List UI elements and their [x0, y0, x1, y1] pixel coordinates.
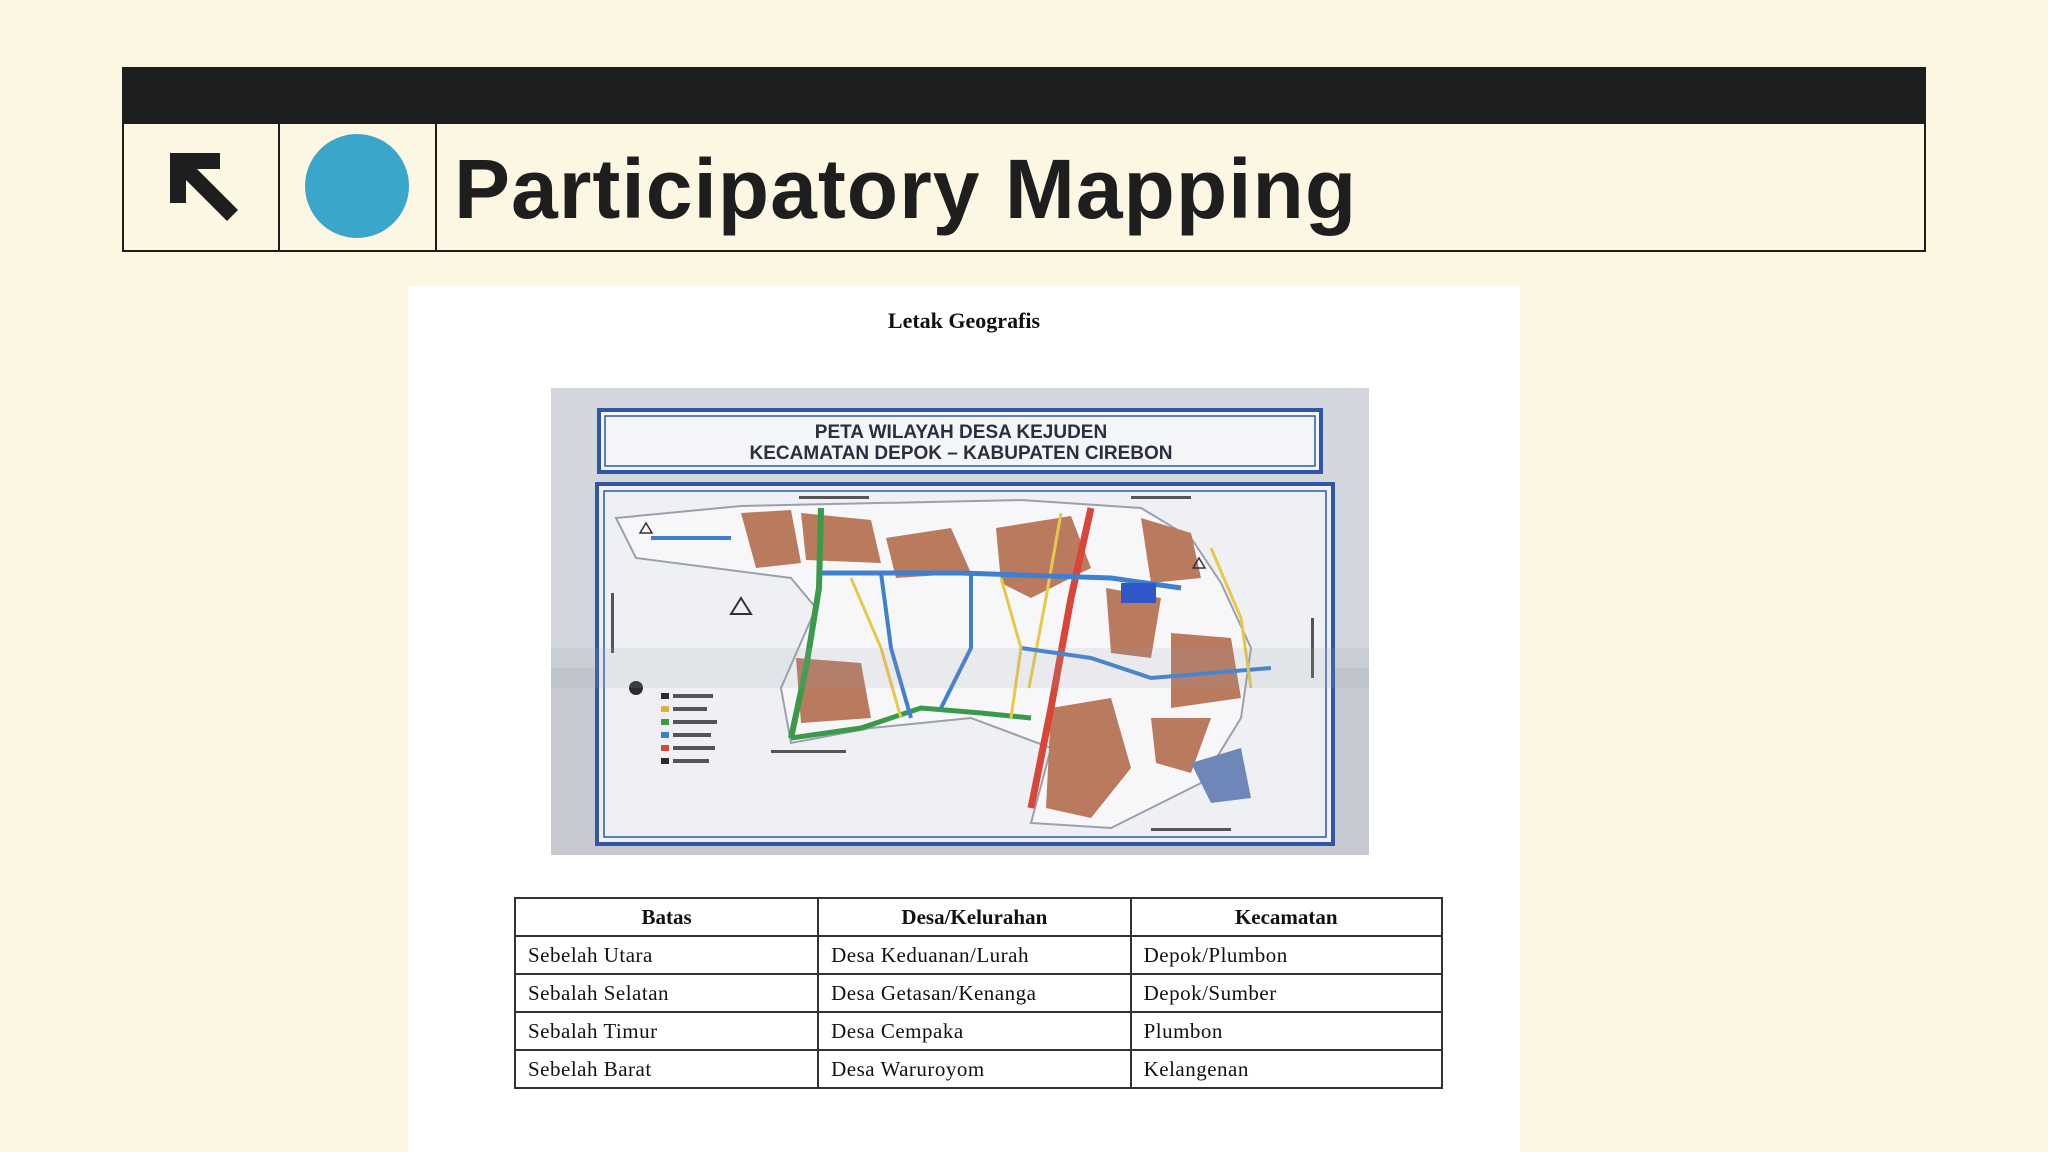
column-header-desa: Desa/Kelurahan [818, 898, 1130, 936]
table-row [515, 1050, 1442, 1088]
table-cell: Desa Getasan/Kenanga [818, 974, 1130, 1012]
column-header-kecamatan: Kecamatan [1131, 898, 1442, 936]
table-row [515, 1012, 1442, 1050]
table-cell: Plumbon [1131, 1012, 1442, 1050]
table-cell: Depok/Plumbon [1131, 936, 1442, 974]
map-title-line2: KECAMATAN DEPOK – KABUPATEN CIREBON [749, 443, 1173, 464]
table-cell: Sebalah Selatan [515, 974, 818, 1012]
table-cell: Sebelah Utara [515, 936, 818, 974]
document-title: Letak Geografis [887, 308, 1041, 333]
arrow-cell [124, 124, 280, 250]
dot-cell [280, 124, 437, 250]
map-title-line1: PETA WILAYAH DESA KEJUDEN [814, 422, 1108, 443]
village-map-image [551, 388, 1369, 855]
arrow-up-left-icon [168, 151, 240, 223]
boundary-table [514, 897, 1443, 1089]
document-page [408, 286, 1520, 1152]
table-header-row [515, 898, 1442, 936]
column-header-batas: Batas [515, 898, 818, 936]
page-title: Participatory Mapping [454, 142, 1358, 236]
table-cell: Depok/Sumber [1131, 974, 1442, 1012]
slide-header [122, 67, 1926, 252]
table-cell: Kelangenan [1131, 1050, 1442, 1088]
header-bar [124, 69, 1924, 124]
table-cell: Sebelah Barat [515, 1050, 818, 1088]
table-row [515, 974, 1442, 1012]
table-cell: Sebalah Timur [515, 1012, 818, 1050]
table-cell: Desa Keduanan/Lurah [818, 936, 1130, 974]
blue-dot [305, 134, 409, 238]
table-cell: Desa Cempaka [818, 1012, 1130, 1050]
table-row [515, 936, 1442, 974]
table-cell: Desa Waruroyom [818, 1050, 1130, 1088]
